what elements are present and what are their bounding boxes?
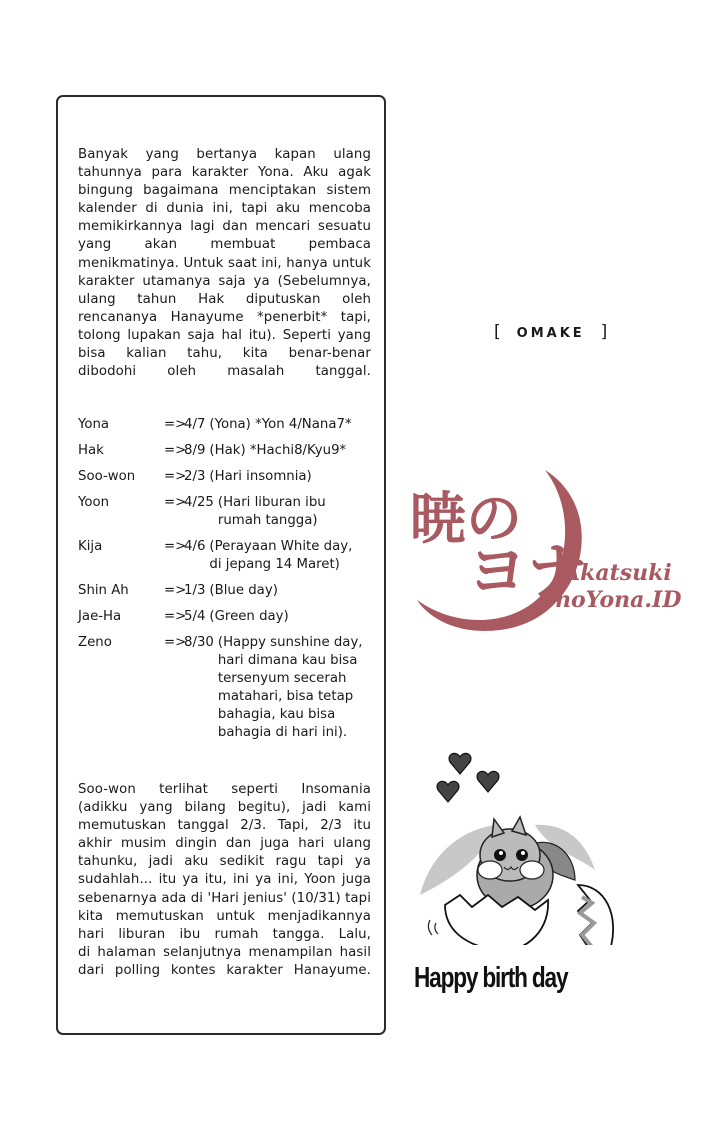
character-name: Hak xyxy=(78,443,104,458)
text-line: menikmatinya. Untuk saat ini, hanya untuk xyxy=(78,255,371,271)
arrow: => xyxy=(164,583,187,598)
text-line: di halaman selanjutnya menampilan hasil xyxy=(78,944,371,960)
text-line: memutuskan tanggal 2/3. Tapi, 2/3 itu xyxy=(78,818,371,834)
birthday-row-kija xyxy=(78,538,378,574)
text-line: kita memutuskan untuk menjadikannya xyxy=(78,908,371,924)
character-name: Yoon xyxy=(78,495,110,510)
birthday-date: 4/25 xyxy=(184,495,214,510)
text-line: sudahlah... itu ya itu, ini ya ini, Yoon juga xyxy=(78,872,371,888)
omake-word: OMAKE xyxy=(516,326,585,341)
arrow: => xyxy=(164,539,187,554)
closing-paragraph xyxy=(78,781,371,980)
character-name: Kija xyxy=(78,539,103,554)
birthday-row-yoon xyxy=(78,494,378,530)
birthday-date: 4/6 xyxy=(184,539,206,554)
text-line: sebenarnya ada di 'Hari jenius' (10/31) tapi xyxy=(78,890,371,906)
birthday-description: (Hari liburan ibu rumah tangga) xyxy=(217,495,326,528)
character-name: Shin Ah xyxy=(78,583,129,598)
birthday-date: 8/30 xyxy=(184,635,214,650)
birthday-description: (Perayaan White day, di jepang 14 Maret) xyxy=(209,539,353,572)
arrow: => xyxy=(164,443,187,458)
arrow: => xyxy=(164,469,187,484)
character-name: Yona xyxy=(78,417,110,432)
text-line: kalender di dunia ini, tapi aku mencoba xyxy=(78,201,371,217)
birthday-list xyxy=(78,416,378,742)
birthday-description: (Hari insomnia) xyxy=(209,469,312,484)
text-line: dibodohi oleh masalah tanggal. xyxy=(78,364,371,380)
text-line: akhir musim dingin dan juga hari ulang xyxy=(78,836,371,852)
arrow: => xyxy=(164,417,187,432)
text-line: Banyak yang bertanya kapan ulang xyxy=(78,147,371,162)
text-line: (adikku yang bilang begitu), jadi kami xyxy=(78,800,371,816)
text-line: rencananya Hanayume *penerbit* tapi, xyxy=(78,309,371,325)
birthday-date: 8/9 xyxy=(184,443,206,458)
text-line: tahunnya para karakter Yona. Aku agak xyxy=(78,165,371,181)
birthday-row-soo-won xyxy=(78,468,378,486)
text-line: bingung bagaimana menciptakan sistem xyxy=(78,183,371,199)
birthday-date: 5/4 xyxy=(184,609,206,624)
birthday-date: 2/3 xyxy=(184,469,206,484)
intro-paragraph xyxy=(78,146,371,381)
birthday-row-jae-ha xyxy=(78,608,378,626)
birthday-row-zeno xyxy=(78,634,378,742)
logo-kanji: 暁の xyxy=(410,486,522,552)
logo-katakana: ヨナ xyxy=(467,537,587,607)
happy-birthday-caption: Happy birth day xyxy=(414,962,568,994)
birthday-description: (Green day) xyxy=(209,609,289,624)
text-line: hari liburan ibu rumah tangga. Lalu, xyxy=(78,926,371,942)
text-line: ulang tahun Hak diputuskan oleh xyxy=(78,291,371,307)
birthday-date: 4/7 xyxy=(184,417,206,432)
birthday-description: (Yona) *Yon 4/Nana7* xyxy=(209,417,352,432)
birthday-date: 1/3 xyxy=(184,583,206,598)
logo-romaji-line2: noYona.ID xyxy=(555,587,682,613)
birthday-description: (Blue day) xyxy=(209,583,278,598)
heart-icon xyxy=(437,753,499,802)
text-line: tolong lupakan saja hal itu). Seperti yang xyxy=(78,327,371,343)
text-line: memikirkannya lagi dan mencari sesuatu xyxy=(78,219,371,235)
akatsuki-no-yona-logo xyxy=(405,470,695,645)
birthday-description: (Hak) *Hachi8/Kyu9* xyxy=(209,443,347,458)
open-bracket: [ xyxy=(494,322,501,342)
text-line: dari polling kontes karakter Hanayume. xyxy=(78,962,371,978)
birthday-row-hak xyxy=(78,442,378,460)
text-line: yang akan membuat pembaca xyxy=(78,237,371,253)
character-name: Soo-won xyxy=(78,469,136,484)
text-line: karakter utamanya saja ya (Sebelumnya, xyxy=(78,273,371,289)
text-line: Soo-won terlihat seperti Insomania xyxy=(78,782,371,797)
arrow: => xyxy=(164,495,187,510)
omake-label xyxy=(494,322,607,342)
birthday-row-shin-ah xyxy=(78,582,378,600)
birthday-description: (Happy sunshine day, hari dimana kau bisa tersenyum secerah matahari, bisa tetap bahagia, kau bisa bahagia di hari ini). xyxy=(217,635,363,740)
character-name: Zeno xyxy=(78,635,112,650)
character-name: Jae-Ha xyxy=(78,609,122,624)
arrow: => xyxy=(164,609,187,624)
text-line: bisa kalian tahu, kita benar-benar xyxy=(78,346,371,362)
logo-romaji-line1: Akatsuki xyxy=(563,560,672,586)
squirrel-egg-illustration xyxy=(400,745,620,945)
birthday-row-yona xyxy=(78,416,378,434)
text-line: tahunku, jadi aku sedikit ragu tapi ya xyxy=(78,854,371,870)
close-bracket: ] xyxy=(600,322,608,342)
arrow: => xyxy=(164,635,187,650)
